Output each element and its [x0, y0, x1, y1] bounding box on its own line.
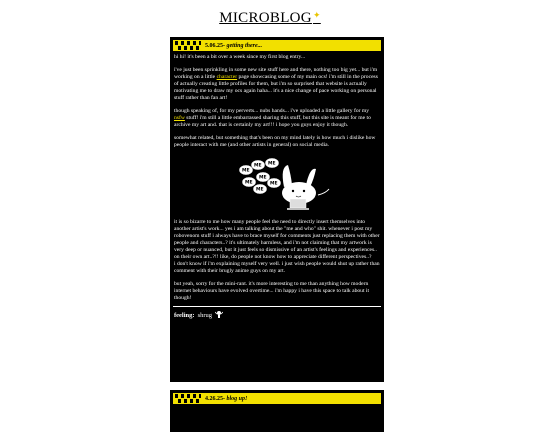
post-header	[173, 393, 381, 404]
site-title-text: MICROBLOG	[219, 10, 312, 26]
feeling-value: shrug	[197, 311, 213, 319]
nsfw-gallery-link[interactable]: nsfw	[174, 115, 185, 121]
svg-text:ME: ME	[242, 168, 250, 174]
doodle-illustration	[236, 155, 336, 211]
paragraph: though speaking of, for my perverts... nubs hands... i've uploaded a little gallery for my nsfw stuff! i'm still a little embarrassed sharing this stuff, but this site is meant for me to archive my art and. that is certainly my art!!! i hope you guys enjoy it though.	[174, 108, 371, 128]
post-body	[171, 51, 383, 302]
paragraph: hi hi! it's been a bit over a week since my first blog entry...	[174, 54, 306, 60]
speech-bubble	[267, 178, 281, 188]
caution-tape-icon	[175, 41, 201, 50]
speech-bubble	[251, 160, 265, 170]
post-title: - blog up!	[223, 395, 248, 402]
paragraph: but yeah, sorry for the mini-rant. it's more interesting to me than anything how modern internet behaviours have evolved overtime... i'm happy i have this space to talk about it though!	[174, 281, 370, 301]
speech-bubble	[253, 184, 267, 194]
svg-text:ME: ME	[270, 181, 278, 187]
character-page-link[interactable]: character	[216, 74, 238, 80]
svg-text:ME: ME	[256, 187, 264, 193]
post-date: 4.26.25	[205, 395, 223, 402]
post-header	[173, 40, 381, 51]
svg-text:ME: ME	[254, 163, 262, 169]
laptop-icon	[287, 199, 309, 210]
caution-tape-icon	[175, 394, 201, 403]
site-title	[0, 10, 540, 27]
blog-post	[170, 37, 384, 382]
feeling-row	[171, 310, 383, 320]
paragraph: i don't know if i'm explaining myself very well. i just wish people would shut up rather than comment with their brugly anime guys on my art.	[174, 261, 380, 274]
svg-text:ME: ME	[259, 175, 267, 181]
paragraph: i've just been sprinkling in some new site stuff here and there, nothing too big yet... but i'm working on a little character page showcasing some of my main ocs! i'm still in the process of actually creating little profiles for them, but i'm so surprised that website is actually motivating me to draw my ocs again haha... it's a nice change of pace working on personal stuff rather than fan art!	[174, 67, 378, 101]
shrug-emoticon-icon	[215, 310, 223, 320]
speech-bubble	[265, 158, 279, 168]
post-title: - getting there...	[223, 42, 263, 49]
speech-bubble	[239, 165, 253, 175]
bunny-character-icon	[282, 165, 329, 204]
sparkle-icon: ✦	[312, 10, 321, 20]
speech-bubble	[242, 177, 256, 187]
paragraph: somewhat related, but something that's been on my mind lately is how much i dislike how people interact with me (and other artists in general) on social media.	[174, 135, 376, 148]
feeling-label: feeling:	[174, 311, 195, 319]
svg-text:ME: ME	[268, 161, 276, 167]
blog-post	[170, 390, 384, 432]
post-date: 5.06.25	[205, 42, 223, 49]
divider	[173, 306, 381, 307]
paragraph: it is so bizarre to me how many people feel the need to directly insert themselves into another artist's work... yes i am talking about the "me and who" shit. whenever i post my robovenom stuff i always have to brace myself for comments just replacing them with other people and characters..? it's ultimately harmless, and i'm not claiming that my artwork is very deep or nuanced, but it just feels so dismissive of an artist's feelings and experiences.. on their own art..?!! like, do people not know how to appreciate different perspectives..?	[174, 219, 380, 260]
svg-text:ME: ME	[245, 180, 253, 186]
